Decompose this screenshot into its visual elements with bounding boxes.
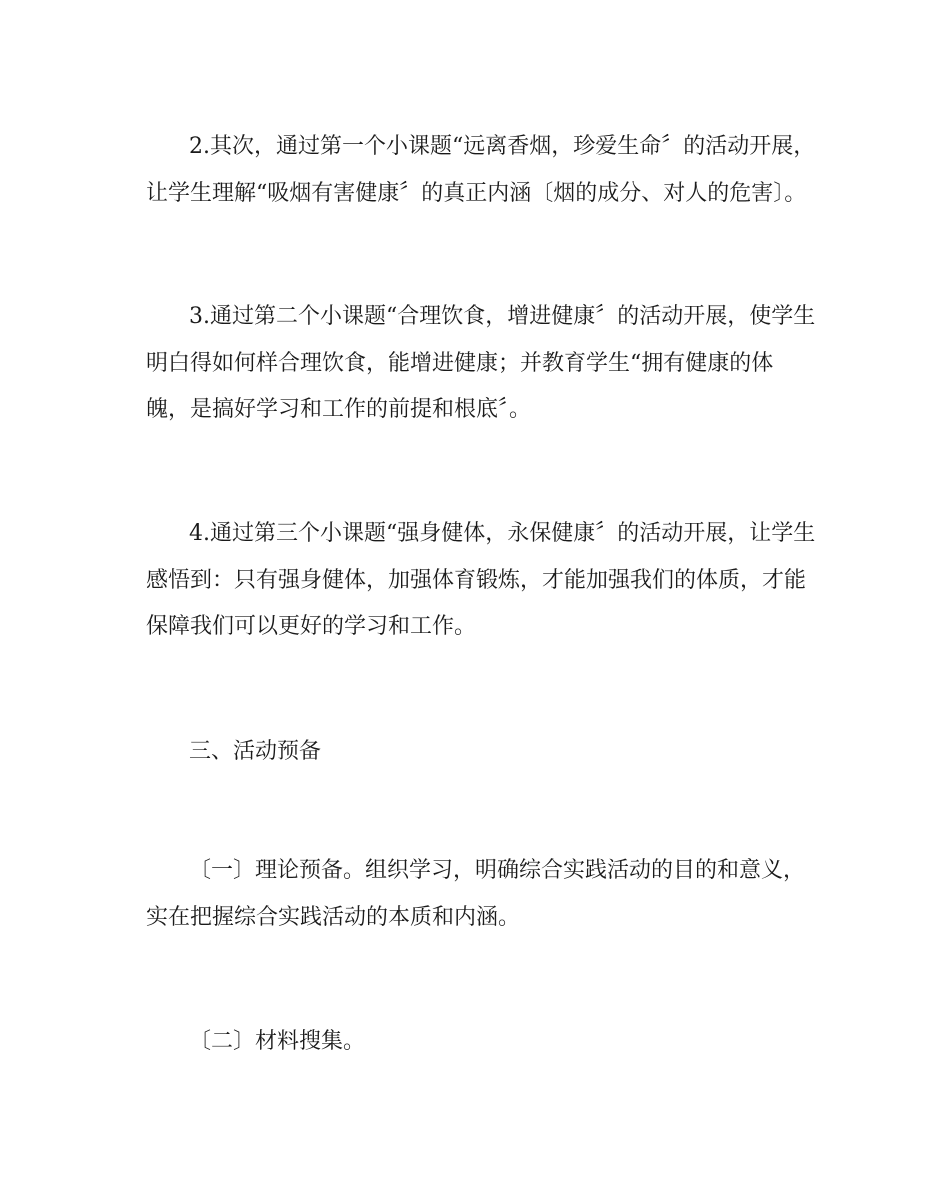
section-item-materials: 〔二〕材料搜集。 <box>189 1029 366 1054</box>
paragraph-item-2: 2.其次，通过第一个小课题“远离香烟，珍爱生命〞的活动开展，让学生理解“吸烟有害健康〞的真正内涵〔烟的成分、对人的危害〕。 <box>146 134 816 206</box>
section-heading: 三、活动预备 <box>189 739 322 764</box>
paragraph-item-4: 4.通过第三个小课题“强身健体，永保健康〞的活动开展，让学生感悟到：只有强身健体，加强体育锻炼，才能加强我们的体质，才能保障我们可以更好的学习和工作。 <box>146 521 816 639</box>
section-item-theory: 〔一〕理论预备。组织学习，明确综合实践活动的目的和意义，实在把握综合实践活动的本质和内涵。 <box>146 858 806 930</box>
paragraph-item-3: 3.通过第二个小课题“合理饮食，增进健康〞的活动开展，使学生明白得如何样合理饮食，能增进健康；并教育学生“拥有健康的体魄，是搞好学习和工作的前提和根底〞。 <box>146 304 816 422</box>
